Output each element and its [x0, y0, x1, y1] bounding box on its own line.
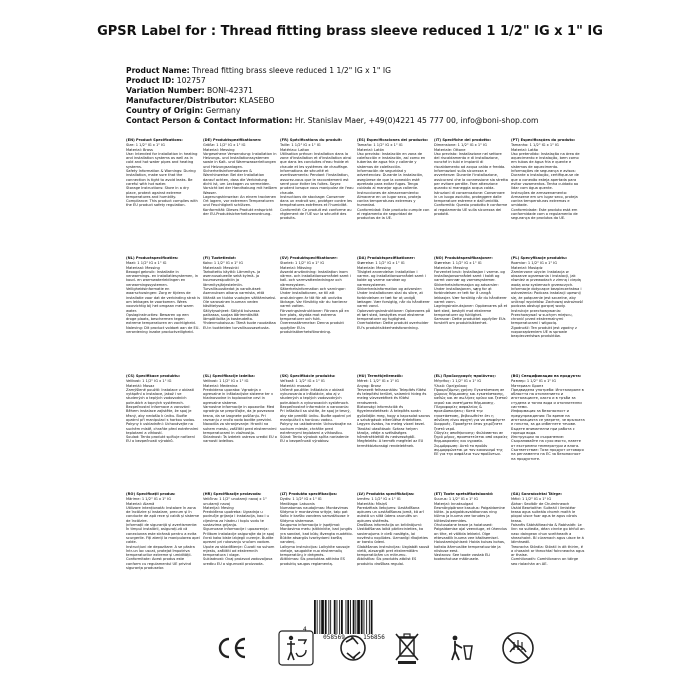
- barcode-group-1: 058569: [323, 634, 345, 641]
- crossed-bin-icon: [392, 630, 422, 666]
- language-spec-block: [434, 492, 511, 602]
- meta-value: Germany: [205, 106, 241, 115]
- spec-heading: (LV) Produkta specifikācijas:: [357, 492, 415, 496]
- language-spec-block: [280, 138, 357, 256]
- meta-line: [126, 76, 646, 86]
- no-food-contact-icon: [500, 630, 536, 666]
- spec-body: Suurus: 1 1/2" IG x 1" IG Materjal: Innaksulgad Eesmärgipärane kasutus: Paigaldamine kütte- ja paigaldusvaldkonnas ning külma ja kuuma vee torudes ja küttesüsteemides. Ohutusalane teave ja hoiatused: Paigaldamise ajal veenduge, et ühendus on tihe, et vältida lekkeid. Olge ettevaatlik kuuma vee käsitsemisel. Hoiustamisjuhised: Hoida kuivas kohas, kaitsta äärmuslike temperatuuride ja niiskuse eest. Vastavus: See toode vastab ELi tooteohutuse määrusele.: [434, 497, 507, 562]
- meta-line: [126, 96, 646, 106]
- meta-label: Contact Person & Contact Information:: [126, 116, 293, 125]
- spec-heading: (HR) Specifikacije proizvoda:: [203, 492, 262, 496]
- spec-heading: (SK) Špecifikácie produktu:: [280, 374, 336, 378]
- compliance-icons: [0, 628, 700, 688]
- spec-body: Dimensione: 1 1/2" IG x 1" IG Materiale: Ottone Uso previsto: Installazione nel settore del riscaldamento e di installazione, nonché in tubi e impianti di riscaldamento ad acqua calda e fredda. Informazioni sulla sicurezza e avvertenze: Durante l'installazione, assicurarsi che la connessione sia stretta per evitare perdite. Fare attenzione quando si maneggia acqua calda. Istruzioni di conservazione: Conservare in un luogo asciutto, proteggere dalle temperature estreme e dall'umidità. Conformità: Questo prodotto è conforme al regolamento UE sulla sicurezza dei prodotti.: [434, 143, 508, 217]
- language-spec-block: [126, 138, 203, 256]
- spec-body: Velikost: 1 1/2" IG x 1" IG Material: Medenina Predvidena uporaba: Vgradnja v ogrevalne in inštalacijske sisteme ter v hladnovodne in toplovodne cevi in ogrevalne sisteme. Varnostne informacije in opozorila: Med vgradnjo se prepričajte, da je povezava tesna, da se izognete puščanju. Pri ravnanju z vročo vodo bodite previdni. Navodila za shranjevanje: Hraniti na suhem mestu, zaščititi pred ekstremnimi temperaturami in vlažnostjo. Skladnost: Ta izdelek ustreza uredbi EU o varnosti izdelkov.: [203, 379, 277, 444]
- spec-body: Tamaño: 1 1/2" IG x 1" IG Material: Latón Uso previsto: Instalación en zona de calefacción e instalación, así como en tuberías de agua fría y caliente y sistemas de calefacción. Información de seguridad y advertencias: Durante la instalación, asegúrese de que la conexión esté apretada para evitar fugas. Tenga cuidado al manejar agua caliente. Instrucciones de almacenamiento: Almacene en un lugar seco, proteja contra temperaturas extremas y humedad. Conformidad: Este producto cumple con el reglamento de seguridad de productos de la UE.: [357, 143, 430, 221]
- spec-row: [126, 256, 666, 374]
- language-spec-block: [280, 492, 357, 602]
- spec-heading: (IT) Specifiche del prodotto:: [434, 138, 492, 142]
- language-spec-block: [203, 374, 280, 492]
- meta-value: 102757: [176, 76, 206, 85]
- language-spec-block: [511, 374, 588, 492]
- recycling-loop-icon: [336, 632, 370, 664]
- spec-row: [126, 374, 666, 492]
- meta-line: [126, 66, 646, 76]
- spec-heading: (FI) Tuotetiedot:: [203, 256, 237, 260]
- spec-body: Dydis: 1 1/2" IG x 1" IG Medžiaga: Latuonis Numatomas naudojimas: Montavimas šildymo ir montavimo srityje, taip pat šalto ir karšto vandens vamzdžiuose ir šildymo sistemose. Saugumo informacija ir įspėjimai: Montavimo metu įsitikinkite, kad jungtis yra sandari, kad būtų išvengta nuotėkio. Būkite atsargūs tvarkydami karštą vandenį. Laikymo instrukcijos: Laikykite sausoje vietoje, saugokite nuo ekstremalių temperatūrų ir drėgmės. Atitikimas: Šis produktas atitinka ES produktų saugos reglamentą.: [280, 497, 353, 566]
- spec-heading: (SV) Produktspecifikationer:: [280, 256, 338, 260]
- spec-body: Μέγεθος: 1 1/2" IG x 1" IG Υλικό: Ορείχαλκος Προοριζόμενη χρήση: Εγκατάσταση σε χώρους θέρμανσης και εγκατάστασης, καθώς και σε σωλήνες κρύου και ζεστού νερού και συστήματα θέρμανσης. Πληροφορίες ασφαλείας & προειδοποιήσεις: Κατά την εγκατάσταση, βεβαιωθείτε ότι η σύνδεση είναι σφιχτή για να αποφύγετε διαρροές. Προσέχετε όταν χειρίζεστε ζεστό νερό. Οδηγίες αποθήκευσης: Φυλάσσεται σε ξηρό μέρος, προστατεύεται από ακραίες θερμοκρασίες και υγρασία. Συμμόρφωση: Αυτό το προϊόν συμμορφώνεται με τον κανονισμό της ΕΕ για την ασφάλεια των προϊόντων.: [434, 379, 508, 457]
- triman-icon: [278, 630, 314, 666]
- meta-label: Product ID:: [126, 76, 175, 85]
- spec-body: Tamanho: 1 1/2" IG x 1" IG Material: Latão Uso pretendido: Instalação na área de aquecimento e instalação, bem como em tubos de água fria e quente e sistemas de aquecimento. Informações de segurança e avisos: Durante a instalação, certifique-se de que a conexão esteja apertada para evitar vazamentos. Tenha cuidado ao lidar com água quente. Instruções de armazenamento: Armazene em um lugar seco, proteja contra temperaturas extremas e umidade. Conformidade: Este produto está em conformidade com o regulamento de segurança de produtos da UE.: [511, 143, 580, 221]
- spec-heading: (ES) Especificaciones del producto:: [357, 138, 429, 142]
- language-spec-block: [203, 492, 280, 602]
- meta-value: Thread fitting brass sleeve reduced 1 1/2" IG x 1" IG: [192, 66, 391, 75]
- meta-value: Hr. Stanislav Maer, +49(0)4221 45 777 00, info@boni-shop.com: [294, 116, 539, 125]
- language-spec-block: [126, 374, 203, 492]
- spec-heading: (PL) Specyfikacje produktu:: [511, 256, 568, 260]
- spec-heading: (GA) Sonraíochtaí Táirge:: [511, 492, 562, 496]
- spec-heading: (LT) Produkto specifikacijos:: [280, 492, 338, 496]
- language-spec-block: [434, 138, 511, 256]
- language-spec-block: [357, 138, 434, 256]
- product-meta: [126, 66, 646, 126]
- language-spec-block: [511, 138, 588, 256]
- spec-body: Maat: 1 1/2" IG x 1" IG Materiaal: Messing Beoogd gebruik: Installatie in verwarmings- en installatiesystemen, in koud- en warmwaterleidingen en verwarmingssystemen. Veiligheidsinformatie en waarschuwingen: Zorg er tijdens de installatie voor dat de verbinding strak is om lekkages te voorkomen. Wees voorzichtig bij het omgaan met warm water. Opslaginstructies: Bewaren op een droge plaats, beschermen tegen extreme temperaturen en vochtigheid. Naleving: Dit product voldoet aan de EU-verordening inzake productveiligheid.: [126, 261, 200, 335]
- spec-body: Koko: 1 1/2" IG x 1" IG Materiaali: Messinki Tarkoitettu käyttö: Lämmitys- ja asennusalueelle sekä kylmä- ja kuumavesiputkiin ja lämmitysjärjestelmiin. Turvallisuustiedot ja varoitukset: Asennuksen aikana varmista, että liitäntä on tiukka vuotojen välttämiseksi. Ole varovainen kuuman veden käsittelyssä. Säilytysohjeet: Säilytä kuivassa paikassa, suojaa äärimmäisiltä lämpötiloilta ja kosteudelta. Yhdenmukaisuus: Tämä tuote noudattaa EU:n tuotteiden turvallisuusasetusta.: [203, 261, 277, 330]
- spec-body: Rozmiar: 1 1/2" IG x 1" IG Materiał: Mosiądz Zamierzone użycie: Instalacja w obszarze ogrzewania i instalacji, jak również w przewodach z zimną i ciepłą wodą oraz systemach grzewczych. Informacje dotyczące bezpieczeństwa i ostrzeżenia: Podczas instalacji upewnij się, że połączenie jest szczelne, aby uniknąć wycieków. Zachowaj ostrożność podczas obsługi gorącej wody. Instrukcje przechowywania: Przechowywać w suchym miejscu, chronić przed ekstremalnymi temperaturami i wilgocią. Zgodność: Ten produkt jest zgodny z rozporządzeniem UE w sprawie bezpieczeństwa produktów.: [511, 261, 584, 339]
- spec-heading: (HU) Termékjellemzők:: [357, 374, 403, 378]
- spec-row: [126, 138, 666, 256]
- spec-heading: (EL) Προδιαγραφές προϊόντος:: [434, 374, 496, 378]
- language-spec-block: [357, 492, 434, 602]
- language-spec-block: [357, 374, 434, 492]
- spec-heading: (RO) Specificații produs:: [126, 492, 176, 496]
- page-title: GPSR Label for : Thread fitting brass sleeve reduced 1 1/2" IG x 1" IG: [97, 24, 603, 39]
- tidyman-icon: [446, 632, 478, 664]
- language-spec-block: [511, 492, 588, 602]
- language-spec-block: [434, 256, 511, 374]
- spec-body: Storlek: 1 1/2" IG x 1" IG Material: Mässing Avsedd användning: Installation inom värme- och installationsområdet samt i kall- och varmvattenledningar och värmesystem. Säkerhetsinformation och varningar: Under installationen, se till att anslutningen är tät för att undvika läckage. Var försiktig när du hanterar varmt vatten. Förvaringsinstruktioner: Förvara på en torr plats, skydda mot extrema temperaturer och fukt. Överensstämmelse: Denna produkt uppfyller EU:s produktsäkerhetsförordning.: [280, 261, 351, 335]
- spec-heading: (FR) Spécifications du produit:: [280, 138, 343, 142]
- meta-label: Variation Number:: [126, 86, 205, 95]
- spec-body: Размер: 1 1/2" IG x 1" IG Материал: Бронз Предвидена употреба: Инсталиране в областта на отоплението и инсталациите, както и в тръби за студена и топла вода и отоплителни системи. Информация за безопасност и предупреждения: По време на инсталацията се уверете, че връзката е плътна, за да избегнете течове. Бъдете внимателни при работа с гореща вода. Инструкции за съхранение: Съхранявайте на сухо място, пазете от екстремни температури и влага. Съответствие: Този продукт отговаря на регламента на ЕС за безопасност на продуктите.: [511, 379, 585, 461]
- spec-heading: (ET) Toote spetsifikatsioonid:: [434, 492, 494, 496]
- language-spec-block: [126, 492, 203, 602]
- meta-line: [126, 86, 646, 96]
- language-spec-block: [203, 256, 280, 374]
- spec-body: Size: 1 1/2" IG x 1" IG Material: Brass Use: Intended for installation in heating and installation systems as well as in cold and hot water pipes and heating systems. Safety Information & Warnings: During installation, make sure that the connection is tight to avoid leaks. Be careful with hot water. Storage Instructions: Store in a dry place, protect against extreme temperatures and humidity. Compliance: This product complies with the EU product safety regulation.: [126, 143, 198, 208]
- spec-heading: (EN) Product Specifications:: [126, 138, 183, 142]
- spec-row: [126, 492, 666, 602]
- spec-body: Mărime: 1 1/2" IG x 1" IG Material: Alamă Utilizare intenționată: Instalare în zona de încălzire și instalare, precum și în conducte de apă rece și caldă și sisteme de încălzire. Informații de siguranță și avertismente: În timpul instalării, asigurați-vă că conexiunea este strânsă pentru a evita scurgerile. Fiți atenți la manipularea apei calde. Instrucțiuni de depozitare: A se păstra într-un loc uscat, protejat împotriva temperaturilor extreme și umidității. Conformitate: Acest produs este conform cu regulamentul UE privind siguranța produselor.: [126, 497, 200, 571]
- meta-label: Manufacturer/Distributor:: [126, 96, 237, 105]
- spec-body: Größe: 1 1/2" IG x 1" IG Material: Messing Vorgesehene Verwendung: Installation in Heizungs- und Installationssystemen sowie in Kalt- und Warmwasserleitungen und Heizungsanlagen. Sicherheitsinformationen & Warnhinweise: Bei der Installation darauf achten, dass die Verbindung dicht ist, um Leckagen zu vermeiden. Vorsicht bei der Handhabung mit heißem Wasser. Lagerungshinweise: An einem trockenen Ort lagern, vor extremen Temperaturen und Feuchtigkeit schützen. Konformität: Dieses Produkt entspricht der EU-Produktsicherheitsverordnung.: [203, 143, 277, 217]
- spec-body: Méret: 1 1/2" IG x 1" IG Anyag: Bronz Tervezett felhasználás: Telepítés fűtési és telepítési terület, valamint hideg és meleg vízvezetékek és fűtési rendszerek. Biztonsági információk és figyelmeztetések: A telepítés során győződjön meg, hogy a kapcsolat szoros a szivárgások elkerülése érdekében. Legyen óvatos, ha meleg vízzel kezel. Tárolási utasítások: Száraz helyen tárolja, védje a szélsőséges hőmérséklettől és nedvességtől. Megfelelés: A termék megfelel az EU termékbiztonsági rendeletének.: [357, 379, 430, 448]
- spec-heading: (CS) Specifikace produktu:: [126, 374, 181, 378]
- language-spec-block: [280, 256, 357, 374]
- spec-body: Veličina: 1 1/2" unutarnji navoj x 1" unutarnji navoj Materijal: Mesing Predviđena upotreba: Ugradnja u područje grijanja i instalacija, kao i u cijevima za hladnu i toplu vodu te sustavima grijanja. Sigurnosne informacije i upozorenja: Prilikom instalacije osigurajte da je spoj čvrst kako biste izbjegli curenje. Budite oprezni pri rukovanju vrućom vodom. Upute za skladištenje: Čuvati na suhom mjestu, zaštititi od ekstremnih temperatura i vlage. Sukladnost: Ovaj proizvod zadovoljava uredbu EU o sigurnosti proizvoda.: [203, 497, 275, 566]
- language-spec-block: [511, 256, 588, 374]
- language-spec-block: [126, 256, 203, 374]
- spec-body: Størrelse: 1 1/2" IG x 1" IG Materiale: Messing Tilsigtet anvendelse: Installation i varme- og installationsområdet samt i kolde og varme vandrør og varmesystemer. Sikkerhedsinformation og advarsler: Under installationen skal du sikre, at forbindelsen er tæt for at undgå lækager. Vær forsigtig, når du håndterer varmt vand. Opbevaringsinstruktioner: Opbevares på et tørt sted, beskyttes mod ekstreme temperaturer og fugtighed. Overholdelse: Dette produkt overholder EU's produktsikkerhedsforordning.: [357, 261, 431, 330]
- spec-heading: (DA) Produktspecifikationer:: [357, 256, 416, 260]
- barcode-group-2: 156856: [363, 634, 385, 641]
- language-spec-block: [434, 374, 511, 492]
- spec-heading: (PT) Especificações do produto:: [511, 138, 576, 142]
- meta-label: Product Name:: [126, 66, 190, 75]
- language-spec-grid: [126, 138, 666, 602]
- language-spec-block: [357, 256, 434, 374]
- spec-body: Taille: 1 1/2" IG x 1" IG Matériau: Laiton Utilisation prévue: Installation dans la zone d'installation et d'installation ainsi que dans les conduites d'eau froide et chaude et les systèmes de chauffage. Informations de sécurité et avertissements: Pendant l'installation, assurez-vous que le raccordement est serré pour éviter les fuites. Soyez prudent lorsque vous manipulez de l'eau chaude. Instructions de stockage: Conserver dans un endroit sec, protéger contre les températures extrêmes et l'humidité. Conformité: Ce produit est conforme au règlement de l'UE sur la sécurité des produits.: [280, 143, 354, 221]
- spec-heading: (SL) Specifikacije izdelka:: [203, 374, 255, 378]
- spec-body: Velikost: 1 1/2" IG x 1" IG Materiál: Mosaz Zamýšlené použití: Instalace v oblasti vytápění a instalace, jakož i ve studených a teplých vodovodních potrubích a topných systémech. Bezpečnostní informace a varování: Během instalace zajistěte, že spoj je těsný, aby nedošlo k úniku. Buďte opatrní při manipulaci s horkou vodou. Pokyny k uskladnění: Uchovávejte na suchém místě, chraňte před extrémními teplotami a vlhkostí. Soulad: Tento produkt splňuje nařízení EU o bezpečnosti výrobků.: [126, 379, 199, 444]
- ce-mark-icon: [216, 636, 248, 660]
- meta-line: [126, 106, 646, 116]
- language-spec-block: [203, 138, 280, 256]
- spec-body: Izmērs: 1 1/2" IG x 1" IG Materiāls: Misiņš Paredzētais lietojums: Uzstādīšana apkures un uzstādīšanas jomā, kā arī aukstā un siltā ūdens caurulēs un apkures sistēmās. Drošības informācija un brīdinājumi: Uzstādīšanas laikā pārliecinieties, ka savienojums ir cieši noslēgts, lai novērstu noplūdes. Uzmanīgi rīkojieties ar karstu ūdeni. Glabāšanas instrukcijas: Uzglabāt sausā vietā, aizsargāt pret ekstremālām temperatūrām un mitrumu. Atbilstība: Šis produkts atbilst ES produktu drošības regulai.: [357, 497, 430, 566]
- spec-heading: (NL) Productspecificaties:: [126, 256, 179, 260]
- spec-heading: (BG) Спецификации на продукта:: [511, 374, 582, 378]
- spec-heading: (NO) Produktspesifikasjoner:: [434, 256, 493, 260]
- spec-body: Veľkosť: 1 1/2" IG x 1" IG Materiál: mosadz Určené použitie: Inštalácia v oblasti vykurovania a inštalácie, ako aj v studených a teplých vodovodných potrubiach a vykurovacích systémoch. Bezpečnostné informácie a varovania: Pri inštalácii sa uistite, že spoj je tesný, aby ste predišli úniku. Buďte opatrní pri manipulácii s horúcou vodou. Pokyny na uskladnenie: Uchovávajte na suchom mieste, chráňte pred extrémnymi teplotami a vlhkosťou. Súlad: Tento výrobok spĺňa nariadenie EÚ o bezpečnosti výrobkov.: [280, 379, 352, 444]
- spec-body: Størrelse: 1 1/2" IG x 1" IG Materiale: Messing Forventet bruk: Installasjon i varme- og installasjonsområdet samt i kaldt og varmt vannrør og varmesystemer. Sikkerhetsinformasjon og advarsler: Under installasjonen, sørg for at forbindelsen er tett for å unngå lekkasjer. Vær forsiktig når du håndterer varmt vann. Lagringsinstruksjoner: Oppbevares på et tørt sted, beskytt mot ekstreme temperaturer og fuktighet. Samsvar: Dette produktet oppfyller EUs forskrift om produktsikkerhet.: [434, 261, 508, 326]
- meta-value: BONI-42371: [207, 86, 253, 95]
- meta-label: Country of Origin:: [126, 106, 204, 115]
- language-spec-block: [280, 374, 357, 492]
- spec-body: Méid: 1 1/2" IG x 1" IG Ábhar: Seoltóir de Chuimhneach Úsáid Beartaithe: Suiteáil i limistéar teasa agus suiteála chomh maith le píopaí uisce fuar agus te agus córais teasa. Faisnéis Sábháilteachta & Rabhaidh: Le linn na suiteála, déan cinnte go bhfuil an nasc daingean chun sceitheadh a sheachaint. Bí cúramach agus uisce te á láimhseáil. Treoracha Stórála: Stóráil in áit thirim, é a chosaint ar theochtaí foircneacha agus ar thaise. Comhlíonadh: Comhlíonann an táirge seo rialachán an AE.: [511, 497, 585, 566]
- meta-line: [126, 116, 646, 126]
- barcode-first-digit: 4: [303, 626, 307, 633]
- spec-heading: (DE) Produktspezifikationen:: [203, 138, 262, 142]
- meta-value: KLASEBO: [239, 96, 275, 105]
